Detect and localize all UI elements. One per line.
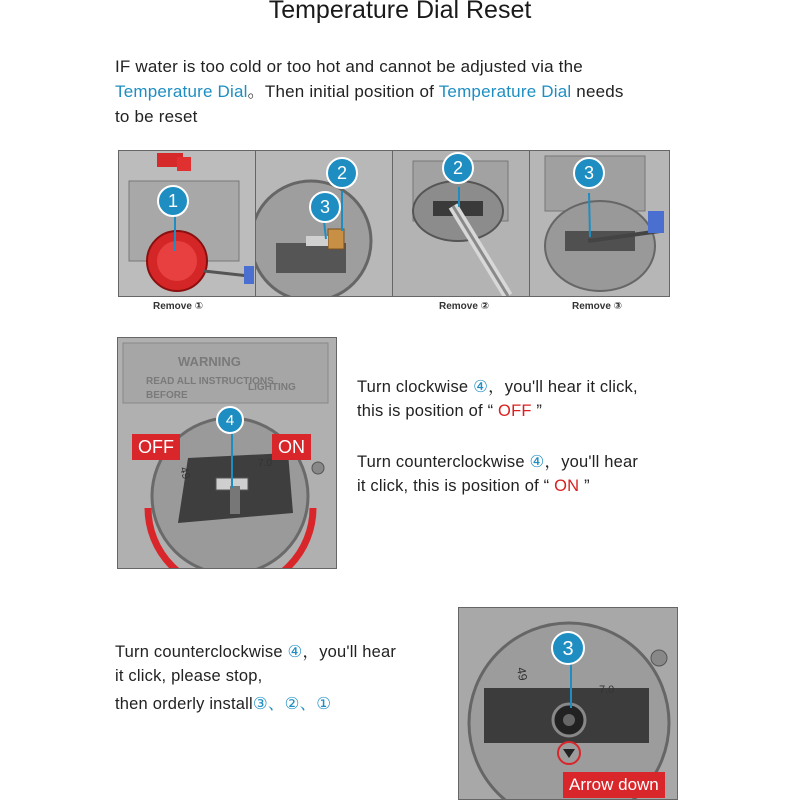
- marker-3b: [573, 157, 605, 194]
- intro-line1: IF water is too cold or too hot and cannot be adjusted via the: [115, 57, 583, 76]
- ccw-num: ④: [529, 453, 545, 471]
- ccw-q2: ”: [579, 477, 590, 495]
- ccw-a: Turn counterclockwise: [357, 453, 530, 471]
- dial3-number-70: 7.0: [599, 684, 615, 696]
- intro-line2a: Then initial position of: [264, 82, 439, 101]
- install-c: it click, please stop,: [115, 667, 263, 685]
- on-label: ON: [272, 434, 311, 460]
- marker-2b: [442, 152, 474, 189]
- clockwise-c: this is position of: [357, 402, 488, 420]
- arrow-down-label: Arrow down: [563, 772, 665, 798]
- dial-number-49: 49: [177, 465, 192, 481]
- page-title: Temperature Dial Reset: [268, 0, 532, 24]
- off-state: OFF: [498, 402, 532, 420]
- install-order: ③、②、①: [252, 695, 332, 713]
- warning-line-2: READ ALL INSTRUCTIONS: [146, 376, 274, 387]
- caption-remove-2: Remove ②: [439, 301, 490, 312]
- instruction-clockwise: [357, 375, 687, 423]
- marker-3c: [550, 630, 586, 671]
- marker-1: [157, 185, 189, 222]
- temperature-dial-term: Temperature Dial: [115, 82, 248, 101]
- marker-3a: [309, 191, 341, 228]
- caption-remove-1: Remove ①: [153, 301, 204, 312]
- intro-line2b: needs: [571, 82, 624, 101]
- marker-2b-text: 2: [452, 158, 464, 178]
- marker-1-text: 1: [167, 191, 179, 211]
- clockwise-b: ，you'll hear it click,: [488, 378, 638, 396]
- photo-remove-knob: [118, 150, 257, 297]
- intro-sep: 。: [247, 82, 265, 101]
- off-label: OFF: [132, 434, 180, 460]
- marker-3a-text: 3: [319, 197, 331, 217]
- ccw-c: it click, this is position of: [357, 477, 544, 495]
- ccw-b: ，you'll hear: [544, 453, 639, 471]
- install-a: Turn counterclockwise: [115, 643, 288, 661]
- instruction-counterclockwise: [357, 450, 687, 498]
- on-state: ON: [554, 477, 580, 495]
- install-b: ，you'll hear: [302, 643, 397, 661]
- marker-3c-text: 3: [562, 638, 574, 660]
- ccw-q1: “: [543, 477, 555, 495]
- photo-dial-off-on: [117, 337, 337, 569]
- dial-number-70: 7.0: [258, 458, 272, 469]
- clockwise-q1: “: [487, 402, 499, 420]
- intro-line3: to be reset: [115, 107, 198, 126]
- marker-4-text: 4: [225, 412, 235, 429]
- dial3-number-49: 49: [514, 666, 531, 682]
- marker-2a-text: 2: [336, 163, 348, 183]
- temperature-dial-term-2: Temperature Dial: [438, 82, 572, 101]
- warning-line-1: WARNING: [178, 354, 241, 369]
- install-d: then orderly install: [115, 695, 253, 713]
- clockwise-a: Turn clockwise: [357, 378, 474, 396]
- instruction-install: [115, 640, 445, 716]
- warning-line-4: LIGHTING: [248, 382, 296, 393]
- install-num: ④: [287, 643, 303, 661]
- clockwise-num: ④: [473, 378, 489, 396]
- marker-4: [215, 405, 245, 440]
- intro-text: [115, 54, 695, 129]
- clockwise-q2: ”: [531, 402, 543, 420]
- caption-remove-3: Remove ③: [572, 301, 623, 312]
- marker-3b-text: 3: [583, 163, 595, 183]
- warning-line-3: BEFORE: [146, 390, 188, 401]
- marker-2a: [326, 157, 358, 194]
